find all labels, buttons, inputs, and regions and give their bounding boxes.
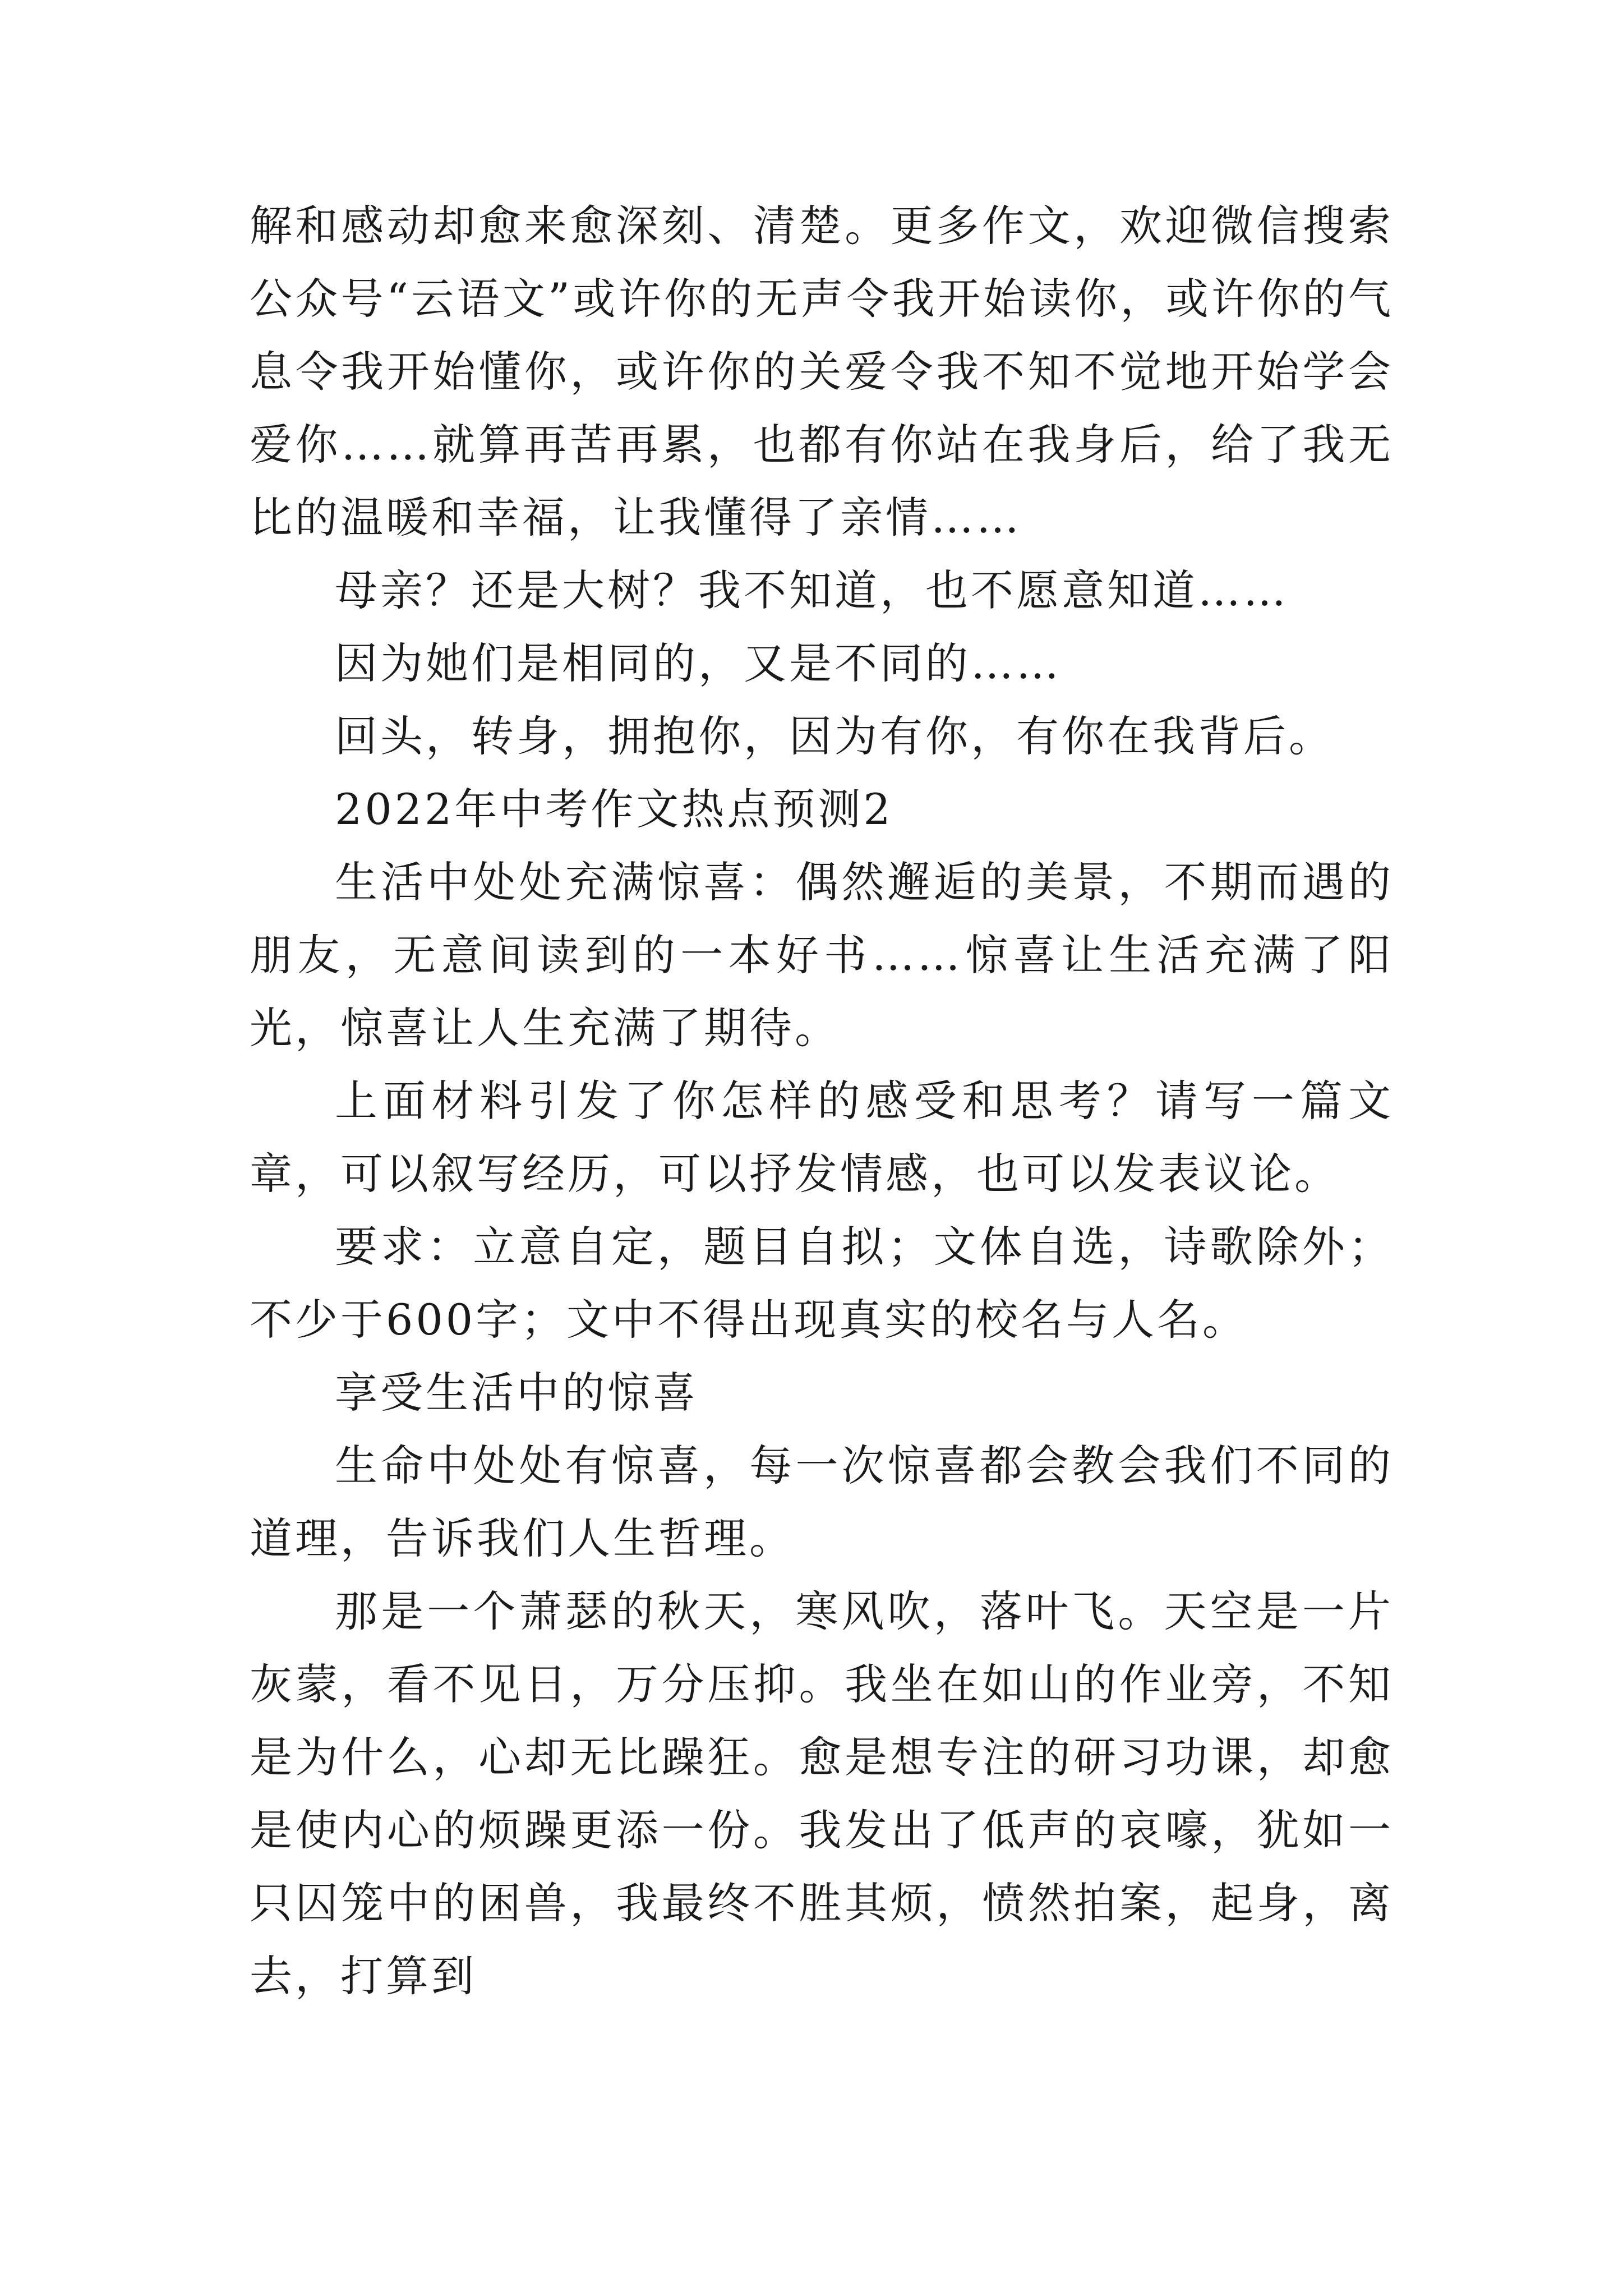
paragraph-2: 母亲？还是大树？我不知道，也不愿意知道…… xyxy=(335,565,1289,615)
document-body xyxy=(250,190,1394,2013)
paragraph-1: 解和感动却愈来愈深刻、清楚。更多作文，欢迎微信搜索公众号“云语文”或许你的无声令我开始读你，或许你的气息令我开始懂你，或许你的关爱令我不知不觉地开始学会爱你……就算再苦再累，也都有你站在我身后，给了我无比的温暖和幸福，让我懂得了亲情…… xyxy=(250,201,1394,542)
essay-title: 享受生活中的惊喜 xyxy=(335,1368,698,1418)
section-heading: 2022年中考作文热点预测2 xyxy=(335,784,893,834)
paragraph-6: 生活中处处充满惊喜：偶然邂逅的美景，不期而遇的朋友，无意间读到的一本好书……惊喜让生活充满了阳光，惊喜让人生充满了期待。 xyxy=(250,857,1394,1053)
paragraph-10: 生命中处处有惊喜，每一次惊喜都会教会我们不同的道理，告诉我们人生哲理。 xyxy=(250,1441,1394,1563)
paragraph-4: 回头，转身，拥抱你，因为有你，有你在我背后。 xyxy=(335,711,1334,761)
paragraph-7: 上面材料引发了你怎样的感受和思考？请写一篇文章，可以叙写经历，可以抒发情感，也可以发表议论。 xyxy=(250,1076,1394,1199)
paragraph-11: 那是一个萧瑟的秋天，寒风吹，落叶飞。天空是一片灰蒙，看不见日，万分压抑。我坐在如山的作业旁，不知是为什么，心却无比躁狂。愈是想专注的研习功课，却愈是使内心的烦躁更添一份。我发出了低声的哀嚎，犹如一只囚笼中的困兽，我最终不胜其烦，愤然拍案，起身，离去，打算到 xyxy=(250,1586,1394,2001)
paragraph-3: 因为她们是相同的，又是不同的…… xyxy=(335,638,1062,688)
paragraph-8: 要求：立意自定，题目自拟；文体自选，诗歌除外；不少于600字；文中不得出现真实的校名与人名。 xyxy=(250,1222,1394,1345)
